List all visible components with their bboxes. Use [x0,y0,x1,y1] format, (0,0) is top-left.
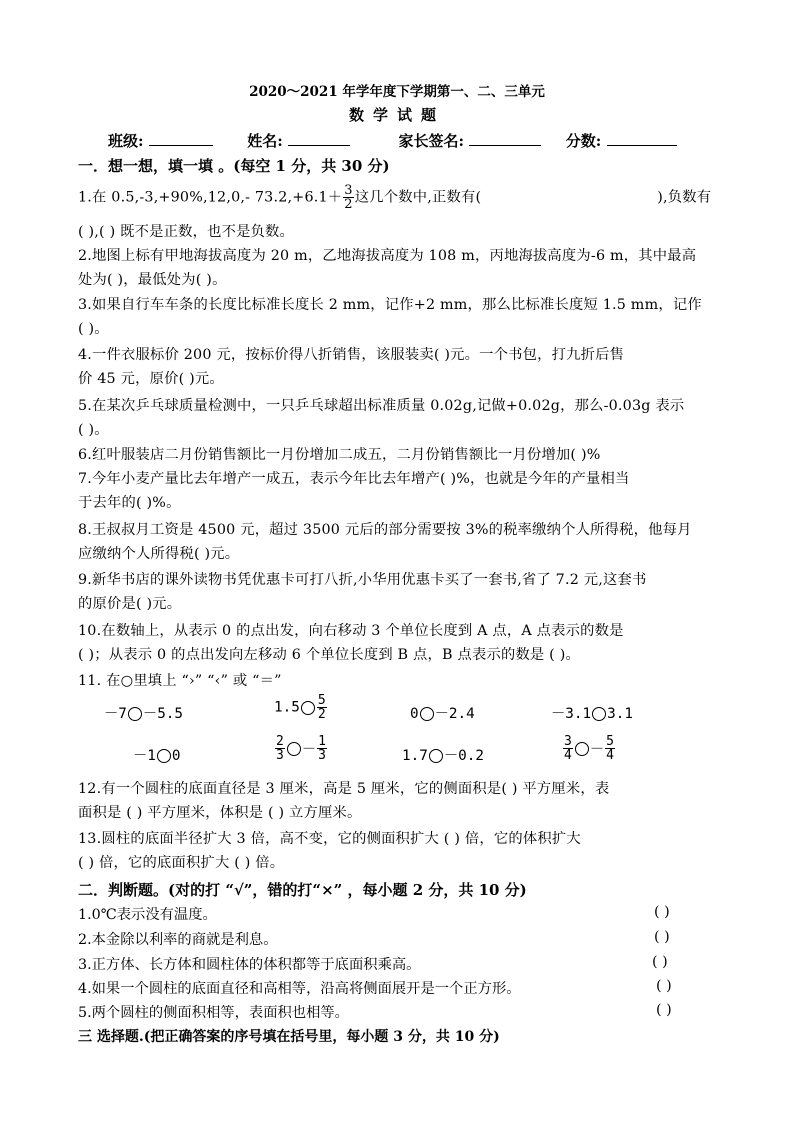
cmp6-left-den: 3 [276,748,284,763]
cmp8-minus: － [589,741,605,758]
cmp5-right: 0 [171,748,181,764]
question-4-line-1: 4.一件衣服标价 200 元，按标价得八折销售，该服装卖( )元。一个书包，打九折后售 [78,347,625,363]
question-9-line-1: 9.新华书店的课外读物书凭优惠卡可打八折,小华用优惠卡买了一套书,省了 7.2 元,这套书 [78,572,647,588]
cmp7-right: －0.2 [443,748,484,764]
cmp2-fraction [317,694,327,721]
exam-subject: 数学试题 [348,106,445,124]
cmp6-fraction-left [275,735,285,762]
compare-item-4 [551,703,633,723]
question-12-line-2: 面积是 ( ) 平方厘米，体积是 ( ) 立方厘米。 [78,805,362,821]
question-2-line-2: 处为( )，最低处为( )。 [78,272,227,288]
judge-answer-3[interactable]: ( ) [652,954,668,970]
score-field[interactable] [607,131,677,146]
name-field[interactable] [288,131,350,146]
class-field[interactable] [149,131,213,146]
question-3-line-2: ( )。 [78,321,109,337]
compare-item-5 [133,745,181,765]
q1-text-b: 这几个数中,正数有( [354,189,482,206]
cmp6-minus: － [301,741,317,758]
judge-answer-4[interactable]: ( ) [656,978,672,994]
cmp8-fraction-right [605,735,615,762]
cmp4-left: －3.1 [551,706,592,722]
cmp6-fraction-right [317,735,327,762]
compare-circle-8[interactable] [575,742,589,756]
cmp6-right-num: 1 [318,734,326,749]
cmp2-left: 1.5 [274,699,300,716]
question-2-line-1: 2.地图上标有甲地海拔高度为 20 m，乙地海拔高度为 108 m，丙地海拔高度为-6 m，其中最高 [78,248,697,264]
question-7-line-2: 于去年的( )%。 [78,495,181,511]
question-1-line-2: ( ),( ) 既不是正数，也不是负数。 [78,224,295,240]
compare-item-6 [274,735,328,762]
cmp6-left-num: 2 [276,734,284,749]
judge-answer-2[interactable]: ( ) [654,929,670,945]
question-13-line-2: ( ) 倍，它的底面积扩大 ( ) 倍。 [78,855,285,871]
cmp5-left: －1 [133,748,156,764]
question-5-line-2: ( )。 [78,422,109,438]
judge-item-3: 3.正方体、长方体和圆柱体的体积都等于底面积乘高。 [78,957,421,973]
section-2-heading: 二．判断题。(对的打 “√”，错的打“×” ，每小题 2 分，共 10 分) [78,881,527,899]
student-info-row [108,130,677,151]
compare-item-8 [562,735,616,762]
question-4-line-2: 价 45 元，原价( )元。 [78,371,224,387]
exam-title: 2020～2021 年学年度下学期第一、二、三单元 [249,84,545,100]
question-9-line-2: 的原价是( )元。 [78,596,182,612]
cmp8-left-num: 3 [564,734,572,749]
cmp8-right-den: 4 [606,748,614,763]
question-12-line-1: 12.有一个圆柱的底面直径是 3 厘米，高是 5 厘米，它的侧面积是( ) 平方厘米，表 [78,781,610,797]
class-label: 班级: [108,132,144,150]
question-6: 6.红叶服装店二月份销售额比一月份增加二成五，二月份销售额比一月份增加( )% [78,447,601,463]
q1-text-a: 1.在 0.5,-3,+90%,12,0,- 73.2,+6.1＋ [78,189,343,206]
compare-circle-6[interactable] [287,742,301,756]
cmp6-right-den: 3 [318,748,326,763]
question-8-line-1: 8.王叔叔月工资是 4500 元，超过 3500 元后的部分需要按 3%的税率缴纳个人所得税，他每月 [78,522,692,538]
q1-text-c: ),负数有 [657,189,712,206]
score-label: 分数: [565,132,602,150]
compare-circle-4[interactable] [592,707,606,721]
judge-item-1: 1.0℃表示没有温度。 [78,907,217,923]
compare-item-1 [104,703,183,723]
question-13-line-1: 13.圆柱的底面半径扩大 3 倍，高不变，它的侧面积扩大 ( ) 倍，它的体积扩大 [78,831,581,847]
cmp4-right: 3.1 [607,706,633,722]
parent-signature-field[interactable] [469,131,541,146]
question-11-heading: 11. 在○里填上 “›” “‹” 或 “＝” [78,673,282,689]
question-3-line-1: 3.如果自行车车条的长度比标准长度长 2 mm，记作+2 mm，那么比标准长度短 1.5 mm，记作 [78,297,702,313]
compare-item-3 [410,703,475,723]
compare-circle-3[interactable] [420,707,434,721]
compare-circle-7[interactable] [429,749,443,763]
cmp1-left: －7 [104,706,127,722]
section-3-heading: 三 选择题.(把正确答案的序号填在括号里，每小题 3 分，共 10 分) [78,1029,500,1045]
cmp3-right: －2.4 [434,706,475,722]
q1-fraction [343,184,353,211]
cmp2-frac-den: 2 [317,707,326,722]
cmp7-left: 1.7 [402,748,428,764]
judge-item-2: 2.本金除以利率的商就是利息。 [78,932,278,948]
question-7-line-1: 7.今年小麦产量比去年增产一成五，表示今年比去年增产( )%，也就是今年的产量相当 [78,471,630,487]
compare-circle-5[interactable] [157,749,171,763]
question-10-line-2: ( )；从表示 0 的点出发向左移动 6 个单位长度到 B 点，B 点表示的数是 ( )。 [78,647,580,663]
question-10-line-1: 10.在数轴上，从表示 0 的点出发，向右移动 3 个单位长度到 A 点，A 点表示的数是 [78,623,624,639]
judge-answer-1[interactable]: ( ) [654,904,670,920]
name-label: 姓名: [247,132,283,150]
judge-item-5: 5.两个圆柱的侧面积相等，表面积也相等。 [78,1005,349,1021]
judge-answer-5[interactable]: ( ) [656,1002,672,1018]
cmp3-left: 0 [410,706,419,722]
compare-item-7 [402,745,484,765]
parent-signature-label: 家长签名: [398,132,465,150]
compare-item-2 [274,694,328,721]
cmp8-fraction-left [563,735,573,762]
judge-item-4: 4.如果一个圆柱的底面直径和高相等，沿高将侧面展开是一个正方形。 [78,981,521,997]
q1-frac-num: 3 [344,183,353,198]
cmp8-right-num: 5 [606,734,614,749]
question-5-line-1: 5.在某次乒乓球质量检测中，一只乒乓球超出标准质量 0.02g,记做+0.02g，那么-0.03g 表示 [78,398,685,414]
section-1-heading: 一．想一想，填一填 。(每空 1 分，共 30 分) [78,157,390,175]
question-1-line-1 [78,184,711,211]
q1-frac-den: 2 [344,197,353,212]
compare-circle-1[interactable] [128,707,142,721]
cmp1-right: －5.5 [142,706,184,722]
compare-circle-2[interactable] [301,701,315,715]
question-8-line-2: 应缴纳个人所得税( )元。 [78,546,240,562]
cmp2-frac-num: 5 [317,693,326,708]
cmp8-left-den: 4 [564,748,572,763]
